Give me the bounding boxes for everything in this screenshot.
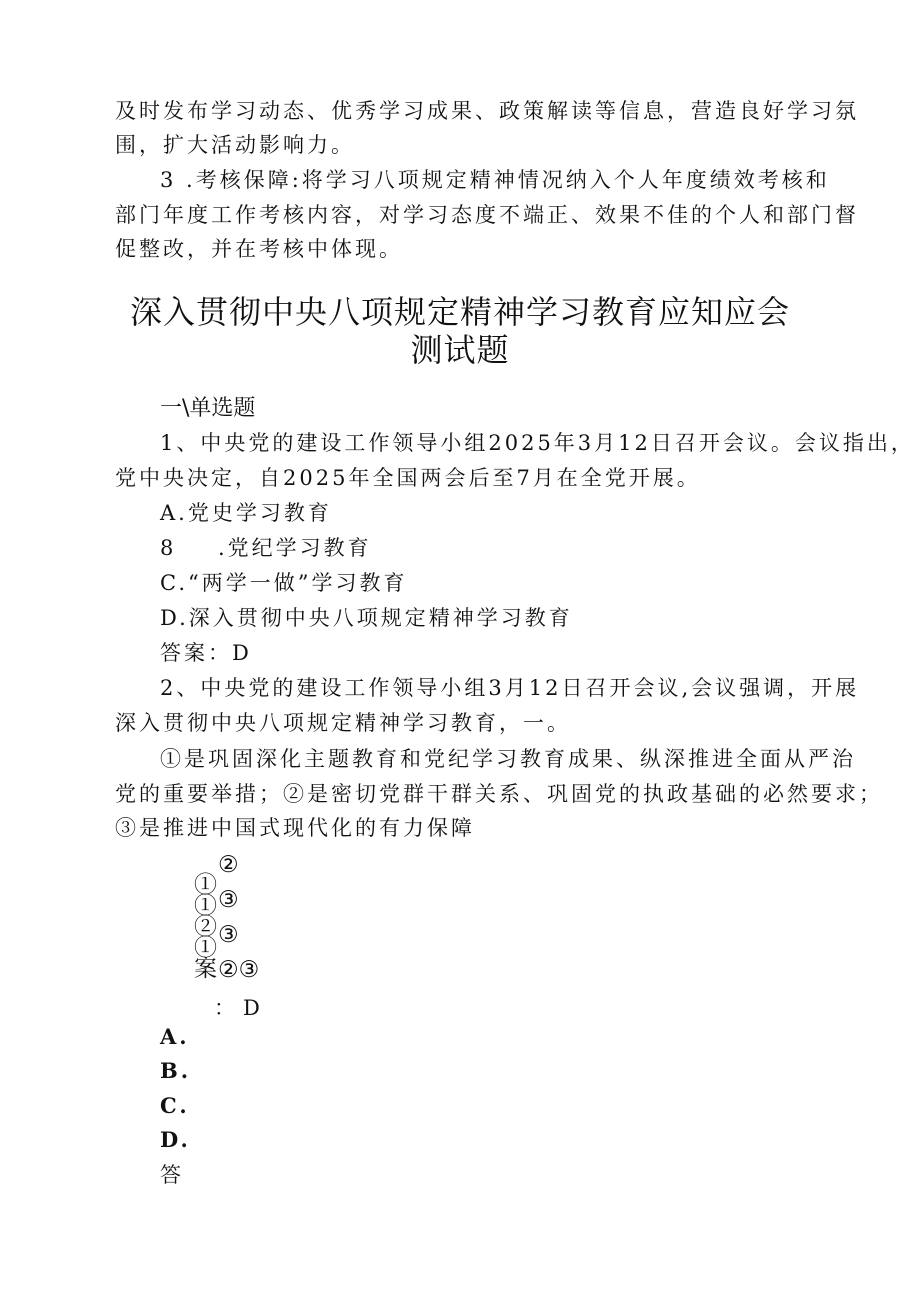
option-label-b: B.	[160, 1058, 192, 1083]
option-label-d: D.	[160, 1127, 191, 1152]
garbled-vertical-labels: ①①②①案	[190, 872, 216, 977]
answer: 答案：D	[160, 641, 252, 665]
garbled-option-2: ③	[218, 887, 239, 913]
section-heading: 一\单选题	[160, 396, 256, 421]
paragraph-line: 及时发布学习动态、优秀学习成果、政策解读等信息，营造良好学习氛	[115, 99, 859, 123]
paragraph-line: 围，扩大活动影响力。	[115, 133, 355, 157]
garbled-answer: ：D	[214, 996, 268, 1020]
statement-text: ③是推进中国式现代化的有力保障	[115, 816, 475, 840]
question-text: 2、中央党的建设工作领导小组3月12日召开会议,会议强调，开展	[160, 676, 860, 700]
statement-text: 党的重要举措；②是密切党群干群关系、巩固党的执政基础的必然要求；	[115, 782, 883, 806]
option-label-a: A.	[160, 1024, 190, 1049]
garbled-option-3: ③	[218, 922, 239, 948]
paragraph-line: 促整改，并在考核中体现。	[115, 237, 403, 261]
option-b: .党纪学习教育	[218, 536, 372, 560]
paragraph-line: 部门年度工作考核内容，对学习态度不端正、效果不佳的个人和部门督	[115, 203, 859, 227]
paragraph-line: 3 .考核保障:将学习八项规定精神情况纳入个人年度绩效考核和	[160, 168, 830, 192]
garbled-option-1: ②	[218, 852, 239, 878]
garbled-option-4: ②③	[218, 957, 260, 983]
option-c: C.“两学一做”学习教育	[160, 571, 408, 595]
option-a: A.党史学习教育	[160, 501, 332, 525]
question-text: 党中央决定，自2025年全国两会后至7月在全党开展。	[115, 466, 701, 490]
question-text: 深入贯彻中央八项规定精神学习教育，一。	[115, 711, 571, 735]
option-d: D.深入贯彻中央八项规定精神学习教育	[160, 606, 573, 630]
statement-text: ①是巩固深化主题教育和党纪学习教育成果、纵深推进全面从严治	[160, 747, 856, 771]
option-label-c: C.	[160, 1093, 190, 1118]
option-b-prefix: 8	[160, 536, 177, 560]
page-title-line2: 测试题	[410, 331, 510, 369]
answer-label: 答	[160, 1163, 184, 1187]
page-title: 深入贯彻中央八项规定精神学习教育应知应会	[129, 293, 790, 331]
question-text: 1、中央党的建设工作领导小组2025年3月12日召开会议。会议指出，	[160, 431, 915, 455]
